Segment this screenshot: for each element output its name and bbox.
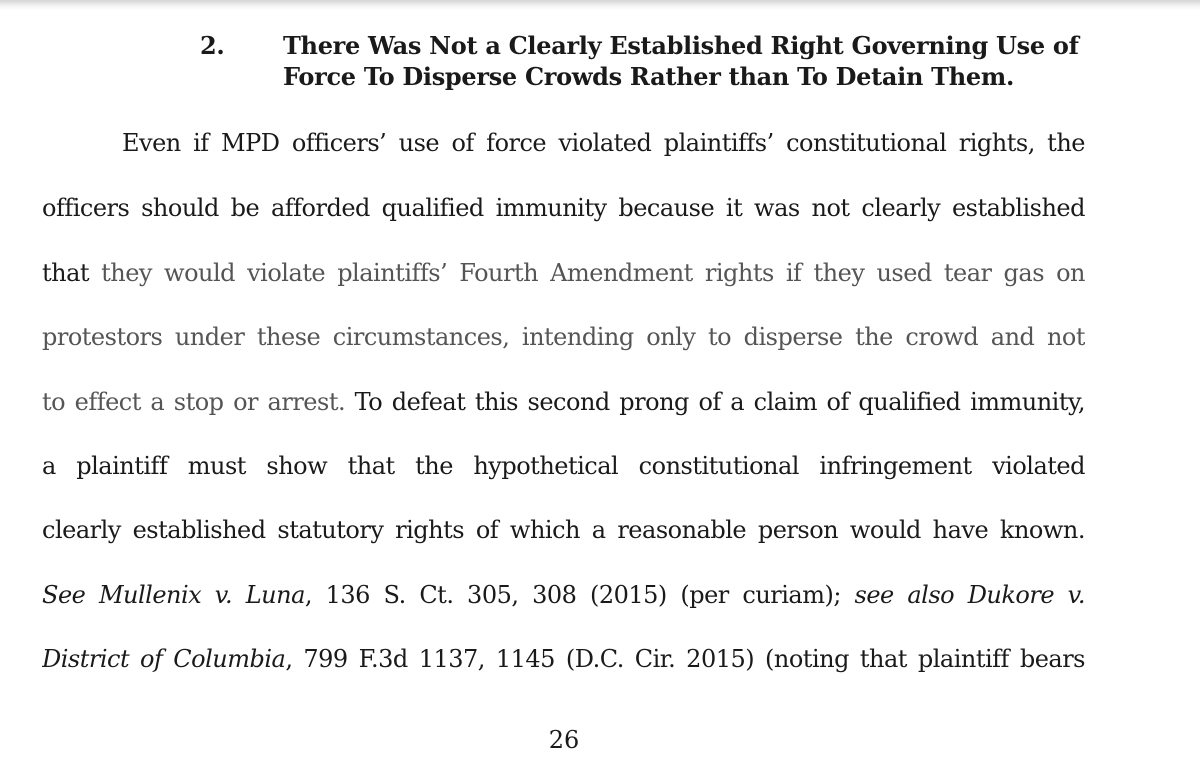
body-line-2 xyxy=(42,192,1085,256)
body-text: clearly established statutory rights of which a reasonable person would have known. xyxy=(42,516,1085,544)
body-text-grey: they would violate plaintiffs’ Fourth Amendment rights if they used tear gas on xyxy=(101,259,1085,287)
body-text-grey: protestors under these circumstances, intending only to disperse the crowd and not xyxy=(42,323,1085,351)
body-text: , 136 S. Ct. 305, 308 (2015) (per curiam); xyxy=(304,581,855,609)
body-line-1 xyxy=(42,127,1085,191)
body-text: Even if MPD officers’ use of force violated plaintiffs’ constitutional rights, the xyxy=(122,129,1085,157)
section-title-line-1: There Was Not a Clearly Established Right Governing Use of xyxy=(283,31,1079,60)
body-line-9 xyxy=(42,643,1085,707)
section-title-line-2: Force To Disperse Crowds Rather than To Detain Them. xyxy=(283,62,1015,91)
body-text: a plaintiff must show that the hypothetical constitutional infringement violated xyxy=(42,452,1085,480)
section-title xyxy=(283,30,1103,92)
body-text: that xyxy=(42,259,102,287)
body-line-4 xyxy=(42,321,1085,385)
body-line-5 xyxy=(42,386,1085,450)
case-citation-district: District of Columbia xyxy=(42,645,286,673)
body-line-3 xyxy=(42,257,1085,321)
section-number: 2. xyxy=(200,31,225,60)
body-text: officers should be afforded qualified immunity because it was not clearly established xyxy=(42,194,1085,222)
body-line-6 xyxy=(42,450,1085,514)
case-citation-mullenix: See Mullenix v. Luna xyxy=(42,581,305,609)
page-top-edge xyxy=(0,0,1200,10)
body-line-7 xyxy=(42,514,1085,578)
case-citation-dukore: see also Dukore v. xyxy=(854,581,1085,609)
body-line-8 xyxy=(42,579,1085,643)
body-text: , 799 F.3d 1137, 1145 (D.C. Cir. 2015) (noting that plaintiff bears xyxy=(285,645,1085,673)
body-text: To defeat this second prong of a claim of qualified immunity, xyxy=(354,388,1085,416)
page-number: 26 xyxy=(548,726,580,754)
body-text-grey: to effect a stop or arrest. xyxy=(42,388,355,416)
